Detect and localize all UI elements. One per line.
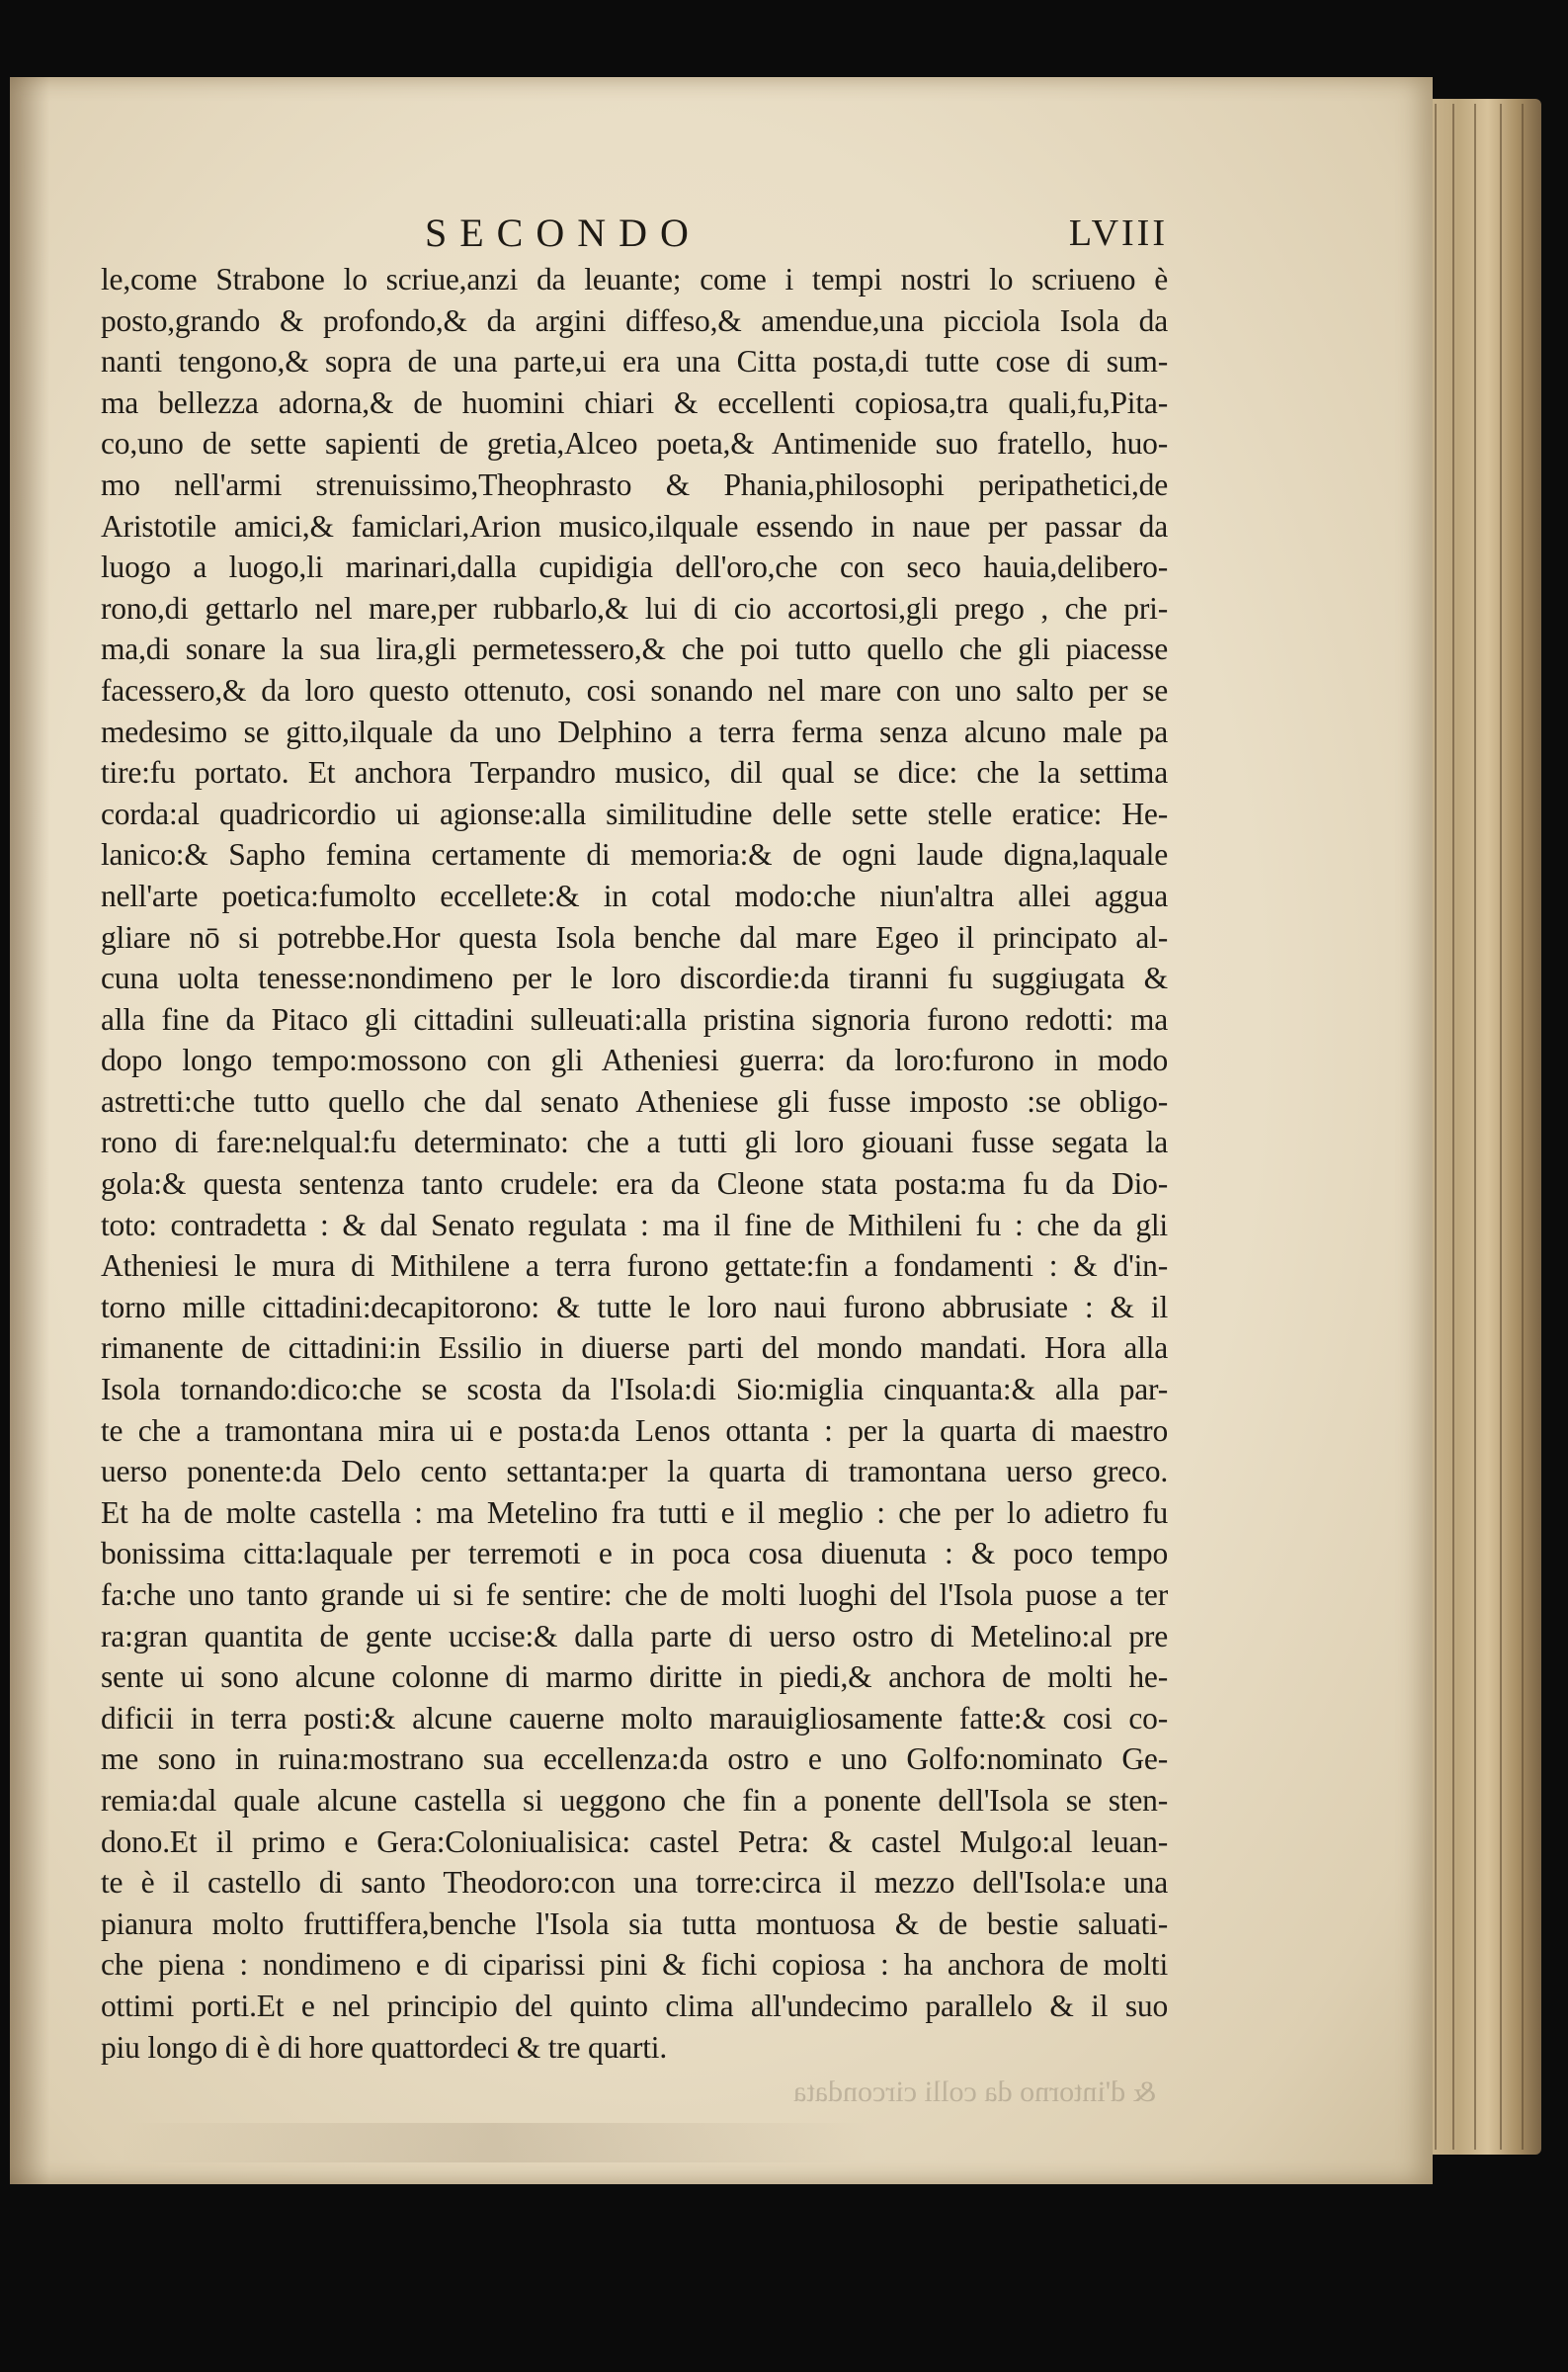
text-line: ma,di sonare la sua lira,gli permetessero,& che poi tutto quello che gli piacesse: [101, 632, 1168, 667]
text-line: posto,grando & profondo,& da argini diffeso,& amendue,una picciola Isola da: [101, 302, 1168, 338]
text-line: piu longo di è di hore quattordeci & tre quarti.: [101, 2029, 667, 2065]
page-edge-line: [1522, 104, 1524, 2150]
text-line: toto: contradetta : & dal Senato regulata : ma il fine de Mithileni fu : che da gli: [101, 1207, 1168, 1242]
text-line: nell'arte poetica:fumolto eccellete:& in cotal modo:che niun'altra allei aggua: [101, 878, 1168, 913]
text-line: le,come Strabone lo scriue,anzi da leuante; come i tempi nostri lo scriueno è: [101, 262, 1168, 296]
text-line: torno mille cittadini:decapitorono: & tutte le loro naui furono abbrusiate : & il: [101, 1289, 1168, 1324]
text-line: corda:al quadricordio ui agionse:alla similitudine delle sette stelle eratice: He-: [101, 796, 1168, 831]
text-line: remia:dal quale alcune castella si ueggono che fin a ponente dell'Isola se sten-: [101, 1782, 1168, 1818]
text-line: dificii in terra posti:& alcune cauerne molto marauigliosamente fatte:& cosi co-: [101, 1700, 1168, 1736]
text-line: Aristotile amici,& famiclari,Arion musico,ilquale essendo in naue per passar da: [101, 508, 1168, 544]
text-line: me sono in ruina:mostrano sua eccellenza:da ostro e uno Golfo:nominato Ge-: [101, 1741, 1168, 1777]
running-title: SECONDO: [425, 211, 701, 255]
folio-number: LVIII: [1068, 212, 1168, 254]
text-line: Et ha de molte castella : ma Metelino fra tutti e il meglio : che per lo adietro fu: [101, 1494, 1168, 1530]
page-edges: [1423, 99, 1541, 2155]
text-line: co,uno de sette sapienti de gretia,Alceo poeta,& Antimenide suo fratello, huo-: [101, 426, 1168, 462]
text-line: rimanente de cittadini:in Essilio in diuerse parti del mondo mandati. Hora alla: [101, 1330, 1168, 1366]
text-line: lanico:& Sapho femina certamente di memoria:& de ogni laude digna,laquale: [101, 837, 1168, 873]
page-edge-line: [1435, 104, 1437, 2150]
text-line: nanti tengono,& sopra de una parte,ui era una Citta posta,di tutte cose di sum-: [101, 344, 1168, 380]
text-line: alla fine da Pitaco gli cittadini sulleuati:alla pristina signoria furono redotti: ma: [101, 1001, 1168, 1037]
page-edge-line: [1500, 104, 1502, 2150]
ink-smudge: [119, 2123, 869, 2162]
text-line: bonissima citta:laquale per terremoti e in poca cosa diuenuta : & poco tempo: [101, 1536, 1168, 1571]
text-line: pianura molto fruttiffera,benche l'Isola sia tutta montuosa & de bestie saluati-: [101, 1906, 1168, 1941]
bleed-through-text: & d'intorno da colli circondata: [793, 2076, 1156, 2108]
text-line: luogo a luogo,li marinari,dalla cupidigia dell'oro,che con seco hauia,delibero-: [101, 550, 1168, 585]
text-line: fa:che uno tanto grande ui si fe sentire: che de molti luoghi del l'Isola puose a ter: [101, 1577, 1168, 1612]
text-line: te che a tramontana mira ui e posta:da Lenos ottanta : per la quarta di maestro: [101, 1412, 1168, 1448]
gutter-shadow: [10, 77, 49, 2184]
text-line: astretti:che tutto quello che dal senato Atheniese gli fusse imposto :se obligo-: [101, 1083, 1168, 1119]
text-line: ma bellezza adorna,& de huomini chiari & eccellenti copiosa,tra quali,fu,Pita-: [101, 384, 1168, 420]
text-line: gola:& questa sentenza tanto crudele: era da Cleone stata posta:ma fu da Dio-: [101, 1166, 1168, 1202]
text-line: dono.Et il primo e Gera:Coloniualisica: castel Petra: & castel Mulgo:al leuan-: [101, 1823, 1168, 1859]
text-line: gliare nō si potrebbe.Hor questa Isola benche dal mare Egeo il principato al-: [101, 919, 1168, 955]
text-block: [101, 259, 1168, 2068]
text-line: ottimi porti.Et e nel principio del quinto clima all'undecimo parallelo & il suo: [101, 1988, 1168, 2023]
text-line: ra:gran quantita de gente uccise:& dalla parte di uerso ostro di Metelino:al pre: [101, 1618, 1168, 1653]
text-line: mo nell'armi strenuissimo,Theophrasto & Phania,philosophi peripathetici,de: [101, 466, 1168, 502]
text-line: che piena : nondimeno e di ciparissi pini & fichi copiosa : ha anchora de molti: [101, 1947, 1168, 1983]
text-line: cuna uolta tenesse:nondimeno per le loro discordie:da tiranni fu suggiugata &: [101, 961, 1168, 996]
text-line: rono,di gettarlo nel mare,per rubbarlo,& lui di cio accortosi,gli prego , che pri-: [101, 590, 1168, 626]
text-line: dopo longo tempo:mossono con gli Atheniesi guerra: da loro:furono in modo: [101, 1043, 1168, 1078]
text-line: medesimo se gitto,ilquale da uno Delphino a terra ferma senza alcuno male pa: [101, 714, 1168, 749]
page-edge-line: [1474, 104, 1476, 2150]
text-line: tire:fu portato. Et anchora Terpandro musico, dil qual se dice: che la settima: [101, 755, 1168, 791]
page-edge-line: [1452, 104, 1454, 2150]
text-line: Atheniesi le mura di Mithilene a terra furono gettate:fin a fondamenti : & d'in-: [101, 1248, 1168, 1284]
text-line: te è il castello di santo Theodoro:con una torre:circa il mezzo dell'Isola:e una: [101, 1865, 1168, 1901]
text-line: facessero,& da loro questo ottenuto, cosi sonando nel mare con uno salto per se: [101, 672, 1168, 708]
text-line: Isola tornando:dico:che se scosta da l'Isola:di Sio:miglia cinquanta:& alla par-: [101, 1372, 1168, 1407]
text-line: sente ui sono alcune colonne di marmo diritte in piedi,& anchora de molti he-: [101, 1659, 1168, 1695]
text-line: rono di fare:nelqual:fu determinato: che a tutti gli loro giouani fusse segata la: [101, 1125, 1168, 1160]
text-line: uerso ponente:da Delo cento settanta:per la quarta di tramontana uerso greco.: [101, 1454, 1168, 1489]
